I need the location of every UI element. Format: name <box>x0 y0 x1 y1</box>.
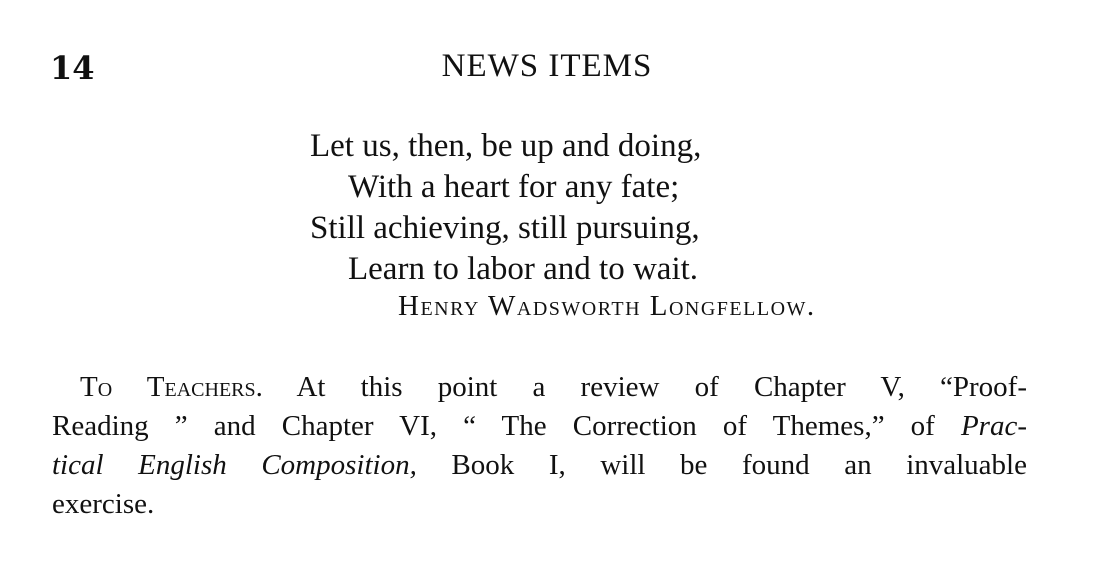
note-line: exercise. <box>52 488 155 520</box>
poem-line: Learn to labor and to wait. <box>348 251 699 287</box>
poem-line: Still achieving, still pursuing, <box>310 210 700 246</box>
running-head-title: NEWS ITEMS <box>441 48 653 84</box>
poem-line: With a heart for any fate; <box>348 169 680 205</box>
note-text: Reading ” and Chapter VI, “ The Correction of Themes,” of <box>52 410 961 442</box>
poem-line: Let us, then, be up and doing, <box>310 128 702 164</box>
note-text: At this point a review of Chapter V, “Proof- <box>262 371 1027 403</box>
page-number: 14 <box>50 49 95 87</box>
note-lead: To Teachers. <box>80 371 263 403</box>
teachers-note <box>52 368 1027 524</box>
note-text: Book I, will be found an invaluable <box>416 449 1027 481</box>
note-line <box>52 446 1027 485</box>
note-italic-text: Prac- <box>960 410 1027 442</box>
poem-attribution: Henry Wadsworth Longfellow. <box>398 290 816 322</box>
note-italic-text: tical English Composition, <box>52 449 417 481</box>
poem-stanza <box>310 126 701 290</box>
note-line <box>52 407 1027 446</box>
note-line <box>52 368 1027 407</box>
